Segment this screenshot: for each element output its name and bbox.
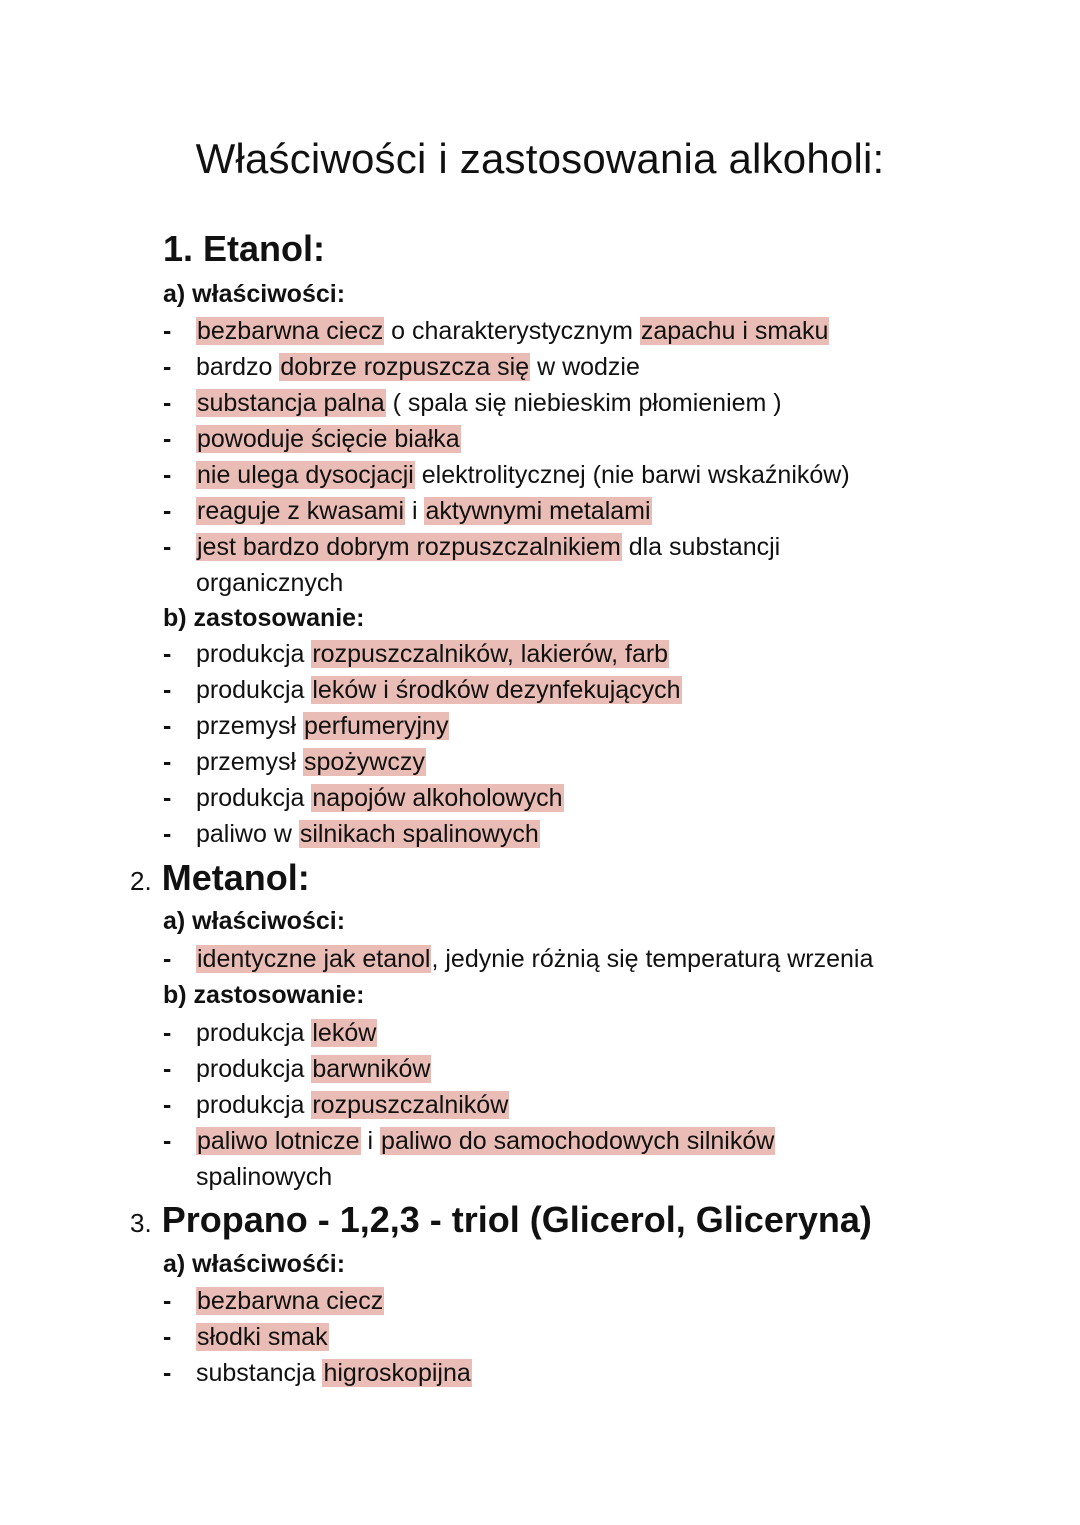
plain-text: produkcja [196,1055,312,1083]
section-number: 3. [130,1208,152,1238]
page-title: Właściwości i zastosowania alkoholi: [195,135,885,182]
bullet-dash: - [163,497,172,525]
plain-text: substancja [196,1359,323,1387]
properties-label-metanol: a) właściwości: [163,907,346,935]
section-number: 2. [130,866,152,896]
bullet-dash: - [163,640,172,668]
properties-label-etanol: a) właściwości: [163,280,346,308]
highlighted-text: bezbarwna ciecz [197,317,384,345]
plain-text: produkcja [196,1019,312,1047]
highlighted-text: napojów alkoholowych [312,784,563,812]
highlighted-text: leków [312,1019,377,1047]
plain-text: dla substancji [621,533,781,561]
highlighted-text: paliwo lotnicze [197,1127,360,1155]
bullet-dash: - [163,1359,172,1387]
highlighted-text: identyczne jak etanol [197,945,431,973]
highlighted-text: substancja palna [197,389,385,417]
section-heading-glicerol [130,1198,872,1245]
bullet-dash: - [163,1127,172,1155]
uses-label-etanol: b) zastosowanie: [163,604,365,632]
highlighted-text: reaguje z kwasami [197,497,405,525]
bullet-dash: - [163,1287,172,1315]
plain-text: paliwo w [196,820,299,848]
bullet-dash: - [163,784,172,812]
highlighted-text: barwników [312,1055,431,1083]
highlighted-text: rozpuszczalników, lakierów, farb [312,640,669,668]
plain-text: w wodzie [530,353,640,381]
plain-text: produkcja [196,1091,312,1119]
plain-text: bardzo [196,353,280,381]
highlighted-text: aktywnymi metalami [425,497,651,525]
highlighted-text: perfumeryjny [303,712,449,740]
list-item-continuation: organicznych [196,569,344,597]
highlighted-text: słodki smak [197,1323,328,1351]
bullet-dash: - [163,461,172,489]
highlighted-text: dobrze rozpuszcza się [280,353,530,381]
plain-text: o charakterystycznym [384,317,640,345]
highlighted-text: nie ulega dysocjacji [197,461,414,489]
plain-text: i [405,497,425,525]
highlighted-text: spożywczy [303,748,425,776]
plain-text: ( spala się niebieskim płomieniem ) [385,389,782,417]
plain-text: produkcja [196,676,312,704]
plain-text: produkcja [196,640,312,668]
bullet-dash: - [163,533,172,561]
plain-text: i [360,1127,381,1155]
plain-text: produkcja [196,784,312,812]
bullet-dash: - [163,1323,172,1351]
properties-label-glicerol: a) właściwośći: [163,1250,346,1278]
highlighted-text: rozpuszczalników [312,1091,509,1119]
bullet-dash: - [163,1055,172,1083]
plain-text: elektrolitycznej (nie barwi wskaźników) [414,461,850,489]
bullet-dash: - [163,353,172,381]
section-title: Metanol: [161,857,310,898]
section-title: Propano - 1,2,3 - triol (Glicerol, Gliceryna) [161,1199,872,1240]
bullet-dash: - [163,425,172,453]
highlighted-text: jest bardzo dobrym rozpuszczalnikiem [197,533,621,561]
highlighted-text: bezbarwna ciecz [197,1287,384,1315]
plain-text: , jedynie różnią się temperaturą wrzenia [431,945,874,973]
list-item-continuation: spalinowych [196,1163,333,1191]
highlighted-text: leków i środków dezynfekujących [312,676,681,704]
bullet-dash: - [163,317,172,345]
bullet-dash: - [163,748,172,776]
bullet-dash: - [163,820,172,848]
bullet-dash: - [163,1091,172,1119]
highlighted-text: powoduje ścięcie białka [197,425,460,453]
bullet-dash: - [163,676,172,704]
highlighted-text: higroskopijna [323,1359,471,1387]
highlighted-text: zapachu i smaku [640,317,829,345]
uses-label-metanol: b) zastosowanie: [163,981,365,1009]
section-heading-etanol: 1. Etanol: [163,228,326,269]
highlighted-text: paliwo do samochodowych silników [381,1127,775,1155]
bullet-dash: - [163,712,172,740]
section-heading-metanol [130,856,310,903]
bullet-dash: - [163,389,172,417]
plain-text: przemysł [196,712,303,740]
plain-text: przemysł [196,748,303,776]
bullet-dash: - [163,1019,172,1047]
highlighted-text: silnikach spalinowych [299,820,539,848]
bullet-dash: - [163,945,172,973]
